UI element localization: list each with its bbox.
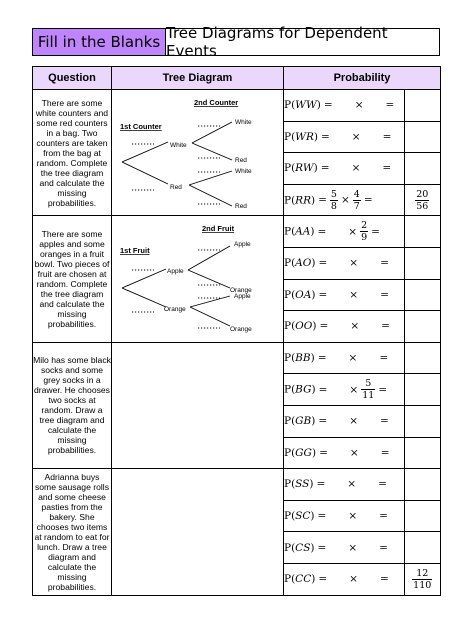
probability-list: [284, 469, 440, 594]
probability-blanks[interactable]: [132, 126, 220, 204]
tree-diagram-cell[interactable]: [112, 469, 284, 595]
tree-node-label: Red: [235, 202, 247, 210]
probability-expression: P(BB) = × =: [284, 343, 404, 374]
probability-expression: P(GB) = × =: [284, 405, 404, 437]
answer-box[interactable]: [404, 90, 440, 121]
answer-box[interactable]: [404, 343, 440, 374]
answer-box[interactable]: [404, 469, 440, 500]
event-label: WW: [295, 99, 317, 112]
event-label: GG: [295, 446, 312, 459]
answer-box[interactable]: [404, 279, 440, 311]
probability-expression: P(CC) = × =: [284, 573, 389, 586]
answer-box[interactable]: [404, 374, 440, 406]
probability-expression: P(WR) = × =: [284, 121, 404, 153]
probability-blanks[interactable]: [132, 250, 220, 328]
fraction: [360, 220, 368, 243]
tree-second-label: 2nd Fruit: [202, 224, 235, 234]
tree-node-label: Orange: [164, 306, 186, 314]
event-label: WR: [295, 130, 314, 143]
probability-cell: [284, 469, 441, 595]
event-label: GB: [295, 415, 312, 428]
tree-branch: [122, 162, 168, 184]
answer-box[interactable]: [404, 500, 440, 532]
answer-box[interactable]: [404, 184, 440, 215]
fraction-numerator: 20: [416, 188, 429, 200]
fraction: [330, 189, 338, 212]
tree-diagram-cell[interactable]: [112, 342, 284, 468]
tree-second-label: 2nd Counter: [194, 97, 239, 107]
event-label: CS: [295, 541, 311, 554]
event-label: BB: [295, 352, 311, 365]
fraction: [415, 189, 429, 212]
fraction-denominator: 11: [362, 390, 375, 402]
answer-box[interactable]: [404, 563, 440, 594]
probability-expression: P(BG) = × $\frac{5}{11}$ =: [284, 374, 404, 406]
event-label: RW: [295, 162, 314, 175]
fraction: [353, 189, 361, 212]
probability-expression: P(CS) = × =: [284, 532, 404, 564]
event-label: SC: [295, 510, 311, 523]
probability-expression: P(GG) = × =: [284, 446, 390, 459]
answer-box[interactable]: [404, 153, 440, 185]
event-label: AO: [295, 257, 312, 270]
fraction-numerator: 5: [330, 188, 337, 200]
fraction-numerator: 2: [361, 220, 368, 232]
event-label: OO: [295, 320, 313, 333]
answer-box[interactable]: [404, 121, 440, 153]
event-label: RR: [295, 194, 311, 207]
probability-expression: P(OA) = × =: [284, 279, 404, 311]
tree-branch: [122, 288, 166, 307]
fraction-numerator: 4: [353, 188, 360, 200]
probability-cell: [284, 342, 441, 468]
table-row: [33, 342, 441, 468]
fraction: [412, 568, 432, 591]
probability-list: [284, 90, 440, 215]
fraction-numerator: 5: [361, 378, 375, 390]
tree-branch: [122, 269, 166, 288]
question-text: Adrianna buys some sausage rolls and some cheese pasties from the bakery. She chooses two items at random to eat for lunch. Draw a tree diagram and calculate the missing probabilities.: [33, 469, 112, 595]
question-text: There are some apples and some oranges in a fruit bowl. Two pieces of fruit are chosen at random. Complete the tree diagram and calculate the missing probabilities.: [33, 216, 112, 342]
event-label: SS: [295, 478, 310, 491]
tree-branch: [188, 270, 230, 288]
probability-expression: P(RR) = $\frac{5}{8}$ × $\frac{4}{7}$ =: [284, 188, 373, 212]
probability-expression: P(AO) = × =: [284, 247, 404, 279]
answer-box[interactable]: [404, 247, 440, 279]
fraction-denominator: 110: [413, 579, 432, 591]
table-row: [33, 469, 441, 595]
fraction-denominator: 7: [353, 200, 360, 212]
tree-node-label: White: [235, 118, 252, 126]
tree-branch: [122, 142, 168, 162]
worksheet-table: [32, 66, 441, 596]
answer-box[interactable]: [404, 405, 440, 437]
probability-expression: P(OO) = × =: [284, 320, 390, 333]
worksheet-header: [32, 24, 440, 60]
question-text: Milo has some black socks and some grey socks in a drawer. He chooses two socks at random. Draw a tree diagram and calculate the missing probabilities.: [33, 342, 112, 468]
probability-expression: P(WW) = × =: [284, 90, 404, 121]
tree-node-label: Orange: [230, 326, 252, 334]
header-title: Tree Diagrams for Dependent Events: [166, 24, 388, 60]
fraction-numerator: 12: [412, 568, 432, 580]
header-tag: Fill in the Blanks: [33, 29, 166, 55]
tree-node-label: Red: [235, 156, 247, 164]
tree-node-label: Orange: [230, 287, 252, 295]
answer-box[interactable]: [404, 216, 440, 247]
column-header-question: Question: [33, 67, 112, 90]
fraction-denominator: 9: [361, 232, 368, 244]
tree-node-label: Apple: [234, 241, 251, 249]
column-header-probability: Probability: [284, 67, 441, 90]
probability-expression: P(SC) = × =: [284, 500, 404, 532]
tree-branch: [190, 307, 230, 326]
tree-diagram-cell: [112, 216, 284, 342]
event-label: CC: [295, 573, 312, 586]
tree-diagram-cell: [112, 90, 284, 216]
probability-list: [284, 216, 440, 341]
answer-box[interactable]: [404, 532, 440, 564]
table-row: [33, 90, 441, 216]
tree-node-label: Apple: [234, 293, 251, 301]
tree-branch: [189, 185, 232, 206]
tree-node-label: White: [235, 167, 252, 175]
answer-box[interactable]: [404, 311, 440, 342]
probability-expression: P(RW) = × =: [284, 153, 404, 185]
table-row: [33, 216, 441, 342]
probability-list: [284, 343, 440, 468]
fraction-denominator: 56: [416, 200, 429, 212]
tree-branch: [192, 143, 232, 160]
tree-diagram: [112, 218, 284, 340]
probability-expression: P(SS) = × =: [284, 469, 404, 500]
tree-first-label: 1st Counter: [120, 121, 162, 131]
fraction: [361, 378, 375, 401]
probability-expression: P(AA) = × $\frac{2}{9}$ =: [284, 216, 404, 247]
event-label: BG: [295, 383, 312, 396]
tree-node-label: Apple: [167, 268, 184, 276]
event-label: OA: [295, 288, 312, 301]
probability-cell: [284, 90, 441, 216]
answer-box[interactable]: [404, 437, 440, 468]
tree-branch: [188, 246, 230, 270]
tree-branch: [192, 122, 232, 143]
question-text: There are some white counters and some red counters in a bag. Two counters are taken from the bag at random. Complete the tree diagram and calculate the missing probabilities.: [33, 90, 112, 216]
probability-cell: [284, 216, 441, 342]
event-label: AA: [295, 225, 311, 238]
table-header-row: [33, 67, 441, 90]
tree-branch: [189, 171, 232, 185]
tree-node-label: Red: [170, 183, 182, 191]
fraction-denominator: 8: [330, 200, 337, 212]
tree-node-label: White: [170, 141, 187, 149]
tree-first-label: 1st Fruit: [120, 246, 150, 256]
tree-diagram: [112, 92, 284, 214]
column-header-tree: Tree Diagram: [112, 67, 284, 90]
